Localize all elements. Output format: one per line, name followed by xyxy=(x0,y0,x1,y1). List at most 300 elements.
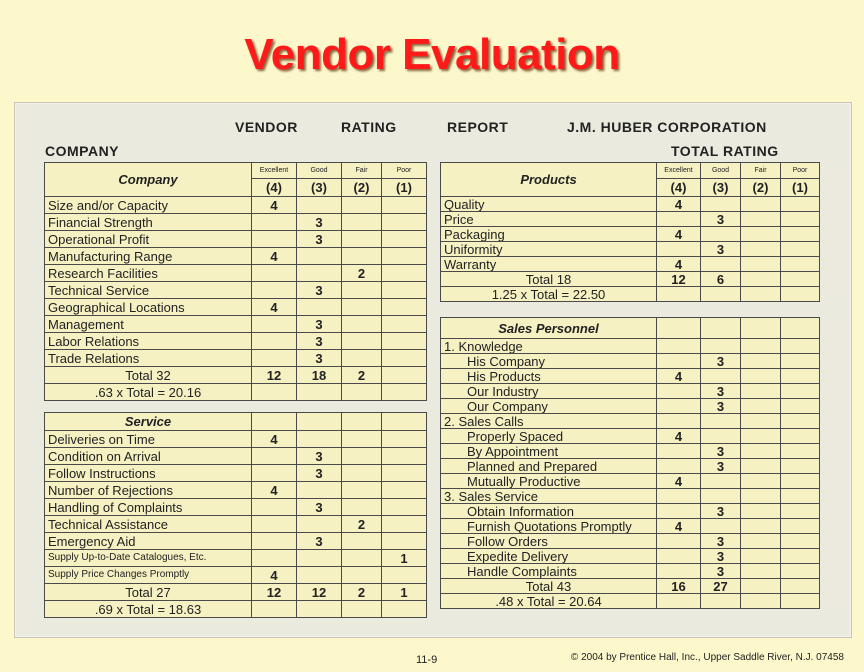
empty-cell xyxy=(342,384,382,401)
score-cell xyxy=(741,339,781,354)
score-cell: 3 xyxy=(701,459,741,474)
score-cell xyxy=(382,316,427,333)
score-cell xyxy=(781,197,820,212)
score-cell xyxy=(342,550,382,567)
score-cell xyxy=(741,257,781,272)
score-cell xyxy=(382,567,427,584)
score-cell: 3 xyxy=(701,242,741,257)
score-cell xyxy=(701,257,741,272)
score-cell: 4 xyxy=(252,248,297,265)
score-cell xyxy=(382,448,427,465)
score-cell xyxy=(252,465,297,482)
score-cell xyxy=(297,550,342,567)
empty-cell xyxy=(741,287,781,302)
scale-name: Good xyxy=(297,163,342,179)
score-cell xyxy=(342,214,382,231)
score-cell: 4 xyxy=(252,431,297,448)
criterion-row xyxy=(45,248,427,265)
company-table xyxy=(44,162,427,401)
score-cell xyxy=(382,265,427,282)
score-cell xyxy=(781,429,820,444)
criterion-row xyxy=(441,399,820,414)
criterion-label: Follow Instructions xyxy=(45,465,252,482)
score-cell xyxy=(342,448,382,465)
score-cell xyxy=(741,549,781,564)
score-cell xyxy=(701,429,741,444)
scale-value: (1) xyxy=(781,179,820,197)
score-cell xyxy=(657,318,701,339)
criterion-row xyxy=(45,465,427,482)
scale-header-row xyxy=(441,163,820,179)
criterion-row xyxy=(441,212,820,227)
score-cell xyxy=(342,567,382,584)
score-cell: 4 xyxy=(657,519,701,534)
criterion-row xyxy=(45,550,427,567)
empty-cell xyxy=(382,384,427,401)
score-cell xyxy=(741,354,781,369)
scale-name: Good xyxy=(701,163,741,179)
score-cell xyxy=(342,231,382,248)
score-cell xyxy=(781,399,820,414)
empty-cell xyxy=(781,287,820,302)
section-title: Company xyxy=(45,163,252,197)
scale-value: (4) xyxy=(252,179,297,197)
scale-name: Fair xyxy=(741,163,781,179)
score-cell xyxy=(382,248,427,265)
score-cell: 3 xyxy=(297,333,342,350)
score-cell xyxy=(382,350,427,367)
score-cell xyxy=(741,318,781,339)
score-cell xyxy=(781,564,820,579)
report-header-corporation: J.M. HUBER CORPORATION xyxy=(567,119,767,135)
score-cell: 2 xyxy=(342,516,382,533)
section-title-row xyxy=(441,318,820,339)
score-cell xyxy=(701,414,741,429)
vendor-rating-report xyxy=(14,102,852,638)
criterion-row xyxy=(45,265,427,282)
criterion-row xyxy=(441,242,820,257)
scale-name: Fair xyxy=(342,163,382,179)
score-cell xyxy=(657,444,701,459)
score-cell xyxy=(382,413,427,431)
score-cell: 3 xyxy=(297,214,342,231)
score-cell xyxy=(342,333,382,350)
scale-header-row xyxy=(45,163,427,179)
score-cell: 4 xyxy=(657,197,701,212)
total-value: 12 xyxy=(252,367,297,384)
criterion-row xyxy=(45,567,427,584)
score-cell xyxy=(741,399,781,414)
score-cell xyxy=(657,242,701,257)
score-cell xyxy=(657,549,701,564)
criterion-row xyxy=(45,197,427,214)
sales-personnel-table xyxy=(440,317,820,609)
score-cell xyxy=(252,231,297,248)
empty-cell xyxy=(701,287,741,302)
score-cell: 3 xyxy=(297,499,342,516)
score-cell xyxy=(382,214,427,231)
score-cell: 3 xyxy=(701,504,741,519)
score-cell xyxy=(657,399,701,414)
criterion-label: Supply Price Changes Promptly xyxy=(45,567,252,584)
weighted-total: .69 x Total = 18.63 xyxy=(45,601,252,618)
score-cell: 4 xyxy=(657,429,701,444)
criterion-label: Obtain Information xyxy=(441,504,657,519)
score-cell: 3 xyxy=(701,354,741,369)
score-cell xyxy=(781,339,820,354)
criterion-row xyxy=(45,333,427,350)
criterion-row xyxy=(45,350,427,367)
score-cell: 3 xyxy=(297,316,342,333)
score-cell xyxy=(382,231,427,248)
score-cell xyxy=(741,242,781,257)
criterion-label: Labor Relations xyxy=(45,333,252,350)
score-cell xyxy=(657,384,701,399)
score-cell xyxy=(252,214,297,231)
criterion-label: Expedite Delivery xyxy=(441,549,657,564)
criterion-row xyxy=(441,429,820,444)
criterion-label: Warranty xyxy=(441,257,657,272)
score-cell xyxy=(781,444,820,459)
section-title: Sales Personnel xyxy=(441,318,657,339)
score-cell: 1 xyxy=(382,550,427,567)
score-cell xyxy=(252,333,297,350)
criterion-label: Properly Spaced xyxy=(441,429,657,444)
criterion-label: Uniformity xyxy=(441,242,657,257)
criterion-label: Trade Relations xyxy=(45,350,252,367)
score-cell xyxy=(741,474,781,489)
score-cell xyxy=(701,489,741,504)
score-cell xyxy=(382,465,427,482)
empty-cell xyxy=(297,601,342,618)
total-value xyxy=(781,579,820,594)
total-value: 2 xyxy=(342,367,382,384)
criterion-row xyxy=(45,482,427,499)
score-cell xyxy=(382,197,427,214)
score-cell xyxy=(252,499,297,516)
criterion-row xyxy=(441,369,820,384)
total-value xyxy=(741,579,781,594)
score-cell: 4 xyxy=(252,299,297,316)
empty-cell xyxy=(701,594,741,609)
scale-name: Excellent xyxy=(657,163,701,179)
score-cell xyxy=(741,429,781,444)
empty-cell xyxy=(382,601,427,618)
total-value: 12 xyxy=(252,584,297,601)
score-cell xyxy=(701,197,741,212)
score-cell xyxy=(781,227,820,242)
score-cell xyxy=(342,482,382,499)
score-cell xyxy=(252,265,297,282)
service-table xyxy=(44,412,427,618)
criterion-row xyxy=(45,214,427,231)
criterion-row xyxy=(441,504,820,519)
score-cell: 3 xyxy=(701,549,741,564)
scale-value: (2) xyxy=(741,179,781,197)
score-cell: 3 xyxy=(297,533,342,550)
score-cell xyxy=(252,448,297,465)
criterion-row xyxy=(441,489,820,504)
score-cell: 4 xyxy=(252,482,297,499)
score-cell xyxy=(342,431,382,448)
weighted-total-row xyxy=(45,384,427,401)
score-cell: 4 xyxy=(252,567,297,584)
criterion-label: Follow Orders xyxy=(441,534,657,549)
criterion-row xyxy=(441,549,820,564)
score-cell xyxy=(657,489,701,504)
score-cell xyxy=(741,564,781,579)
score-cell xyxy=(741,197,781,212)
score-cell xyxy=(382,299,427,316)
score-cell: 2 xyxy=(342,265,382,282)
score-cell xyxy=(382,482,427,499)
score-cell xyxy=(701,227,741,242)
report-header-rating: RATING xyxy=(341,119,397,135)
score-cell: 3 xyxy=(297,282,342,299)
total-row xyxy=(45,367,427,384)
score-cell: 3 xyxy=(701,399,741,414)
score-cell xyxy=(252,282,297,299)
total-label: Total 18 xyxy=(441,272,657,287)
score-cell xyxy=(342,350,382,367)
criterion-row xyxy=(441,474,820,489)
scale-value: (3) xyxy=(297,179,342,197)
score-cell xyxy=(701,318,741,339)
criterion-label: Price xyxy=(441,212,657,227)
section-title-row xyxy=(45,413,427,431)
score-cell: 4 xyxy=(252,197,297,214)
criterion-label: 1. Knowledge xyxy=(441,339,657,354)
score-cell xyxy=(657,414,701,429)
scale-value: (2) xyxy=(342,179,382,197)
criterion-row xyxy=(441,444,820,459)
report-header-report: REPORT xyxy=(447,119,509,135)
score-cell xyxy=(701,339,741,354)
score-cell xyxy=(342,413,382,431)
criterion-label: Number of Rejections xyxy=(45,482,252,499)
score-cell xyxy=(657,212,701,227)
criterion-row xyxy=(441,564,820,579)
criterion-label: Mutually Productive xyxy=(441,474,657,489)
section-title: Products xyxy=(441,163,657,197)
empty-cell xyxy=(342,601,382,618)
weighted-total-row xyxy=(45,601,427,618)
score-cell xyxy=(342,299,382,316)
score-cell xyxy=(657,339,701,354)
score-cell xyxy=(252,413,297,431)
score-cell: 4 xyxy=(657,369,701,384)
score-cell xyxy=(781,459,820,474)
total-row xyxy=(441,272,820,287)
score-cell xyxy=(297,413,342,431)
score-cell xyxy=(342,316,382,333)
empty-cell xyxy=(781,594,820,609)
criterion-row xyxy=(441,384,820,399)
criterion-label: Size and/or Capacity xyxy=(45,197,252,214)
criterion-row xyxy=(45,316,427,333)
criterion-label: Technical Service xyxy=(45,282,252,299)
criterion-row xyxy=(45,448,427,465)
criterion-row xyxy=(441,459,820,474)
total-value: 6 xyxy=(701,272,741,287)
score-cell xyxy=(657,354,701,369)
score-cell: 3 xyxy=(297,350,342,367)
criterion-label: Our Industry xyxy=(441,384,657,399)
criterion-label: Geographical Locations xyxy=(45,299,252,316)
score-cell xyxy=(297,248,342,265)
section-title: Service xyxy=(45,413,252,431)
criterion-row xyxy=(45,282,427,299)
score-cell xyxy=(297,431,342,448)
criterion-label: Quality xyxy=(441,197,657,212)
page-number: 11-9 xyxy=(416,654,438,666)
score-cell xyxy=(297,516,342,533)
score-cell xyxy=(297,567,342,584)
score-cell xyxy=(342,499,382,516)
score-cell xyxy=(741,227,781,242)
score-cell xyxy=(781,519,820,534)
criterion-row xyxy=(441,197,820,212)
score-cell xyxy=(781,257,820,272)
score-cell: 4 xyxy=(657,227,701,242)
score-cell: 3 xyxy=(297,448,342,465)
total-row xyxy=(441,579,820,594)
total-row xyxy=(45,584,427,601)
empty-cell xyxy=(657,287,701,302)
score-cell xyxy=(252,516,297,533)
criterion-label: Condition on Arrival xyxy=(45,448,252,465)
score-cell: 3 xyxy=(701,534,741,549)
score-cell xyxy=(781,318,820,339)
score-cell xyxy=(342,248,382,265)
empty-cell xyxy=(297,384,342,401)
criterion-label: Operational Profit xyxy=(45,231,252,248)
score-cell xyxy=(382,516,427,533)
total-value: 2 xyxy=(342,584,382,601)
criterion-row xyxy=(45,231,427,248)
score-cell xyxy=(297,265,342,282)
total-value: 12 xyxy=(297,584,342,601)
scale-value: (4) xyxy=(657,179,701,197)
company-label: COMPANY xyxy=(45,143,120,159)
score-cell xyxy=(382,333,427,350)
criterion-label: Supply Up-to-Date Catalogues, Etc. xyxy=(45,550,252,567)
score-cell xyxy=(741,459,781,474)
empty-cell xyxy=(252,384,297,401)
score-cell xyxy=(781,369,820,384)
total-value xyxy=(382,367,427,384)
total-label: Total 27 xyxy=(45,584,252,601)
scale-name: Excellent xyxy=(252,163,297,179)
score-cell: 3 xyxy=(701,564,741,579)
products-table xyxy=(440,162,820,302)
score-cell xyxy=(741,212,781,227)
score-cell xyxy=(781,474,820,489)
score-cell xyxy=(297,299,342,316)
score-cell xyxy=(741,444,781,459)
score-cell xyxy=(701,369,741,384)
total-value: 16 xyxy=(657,579,701,594)
scale-name: Poor xyxy=(781,163,820,179)
score-cell xyxy=(342,282,382,299)
criterion-label: Technical Assistance xyxy=(45,516,252,533)
score-cell: 3 xyxy=(297,231,342,248)
total-rating-label: TOTAL RATING xyxy=(671,143,779,159)
criterion-row xyxy=(441,227,820,242)
score-cell: 3 xyxy=(701,212,741,227)
criterion-label: 3. Sales Service xyxy=(441,489,657,504)
score-cell xyxy=(252,316,297,333)
score-cell xyxy=(701,519,741,534)
score-cell xyxy=(781,414,820,429)
total-label: Total 32 xyxy=(45,367,252,384)
scale-value: (3) xyxy=(701,179,741,197)
score-cell xyxy=(781,489,820,504)
total-value: 18 xyxy=(297,367,342,384)
score-cell: 4 xyxy=(657,474,701,489)
criterion-row xyxy=(441,257,820,272)
criterion-label: Research Facilities xyxy=(45,265,252,282)
score-cell xyxy=(657,534,701,549)
criterion-label: His Products xyxy=(441,369,657,384)
criterion-label: 2. Sales Calls xyxy=(441,414,657,429)
criterion-row xyxy=(441,354,820,369)
criterion-row xyxy=(45,516,427,533)
criterion-label: Financial Strength xyxy=(45,214,252,231)
score-cell xyxy=(252,533,297,550)
score-cell xyxy=(741,369,781,384)
score-cell xyxy=(701,474,741,489)
score-cell xyxy=(657,564,701,579)
score-cell xyxy=(342,197,382,214)
score-cell xyxy=(252,350,297,367)
scale-value: (1) xyxy=(382,179,427,197)
empty-cell xyxy=(252,601,297,618)
score-cell xyxy=(781,212,820,227)
score-cell xyxy=(297,482,342,499)
criterion-label: Manufacturing Range xyxy=(45,248,252,265)
score-cell xyxy=(382,431,427,448)
score-cell xyxy=(741,519,781,534)
total-value xyxy=(781,272,820,287)
criterion-row xyxy=(441,339,820,354)
score-cell: 4 xyxy=(657,257,701,272)
score-cell xyxy=(657,459,701,474)
score-cell xyxy=(252,550,297,567)
score-cell xyxy=(741,384,781,399)
criterion-label: Handle Complaints xyxy=(441,564,657,579)
score-cell xyxy=(382,499,427,516)
score-cell xyxy=(342,533,382,550)
criterion-label: By Appointment xyxy=(441,444,657,459)
total-value: 1 xyxy=(382,584,427,601)
score-cell xyxy=(741,489,781,504)
weighted-total: 1.25 x Total = 22.50 xyxy=(441,287,657,302)
copyright-notice: © 2004 by Prentice Hall, Inc., Upper Saddle River, N.J. 07458 xyxy=(570,652,844,663)
score-cell xyxy=(657,504,701,519)
score-cell xyxy=(781,354,820,369)
score-cell: 3 xyxy=(297,465,342,482)
criterion-label: Furnish Quotations Promptly xyxy=(441,519,657,534)
criterion-label: Packaging xyxy=(441,227,657,242)
criterion-row xyxy=(45,431,427,448)
score-cell: 3 xyxy=(701,444,741,459)
criterion-label: Handling of Complaints xyxy=(45,499,252,516)
weighted-total-row xyxy=(441,287,820,302)
score-cell xyxy=(741,534,781,549)
criterion-row xyxy=(45,533,427,550)
criterion-label: Our Company xyxy=(441,399,657,414)
